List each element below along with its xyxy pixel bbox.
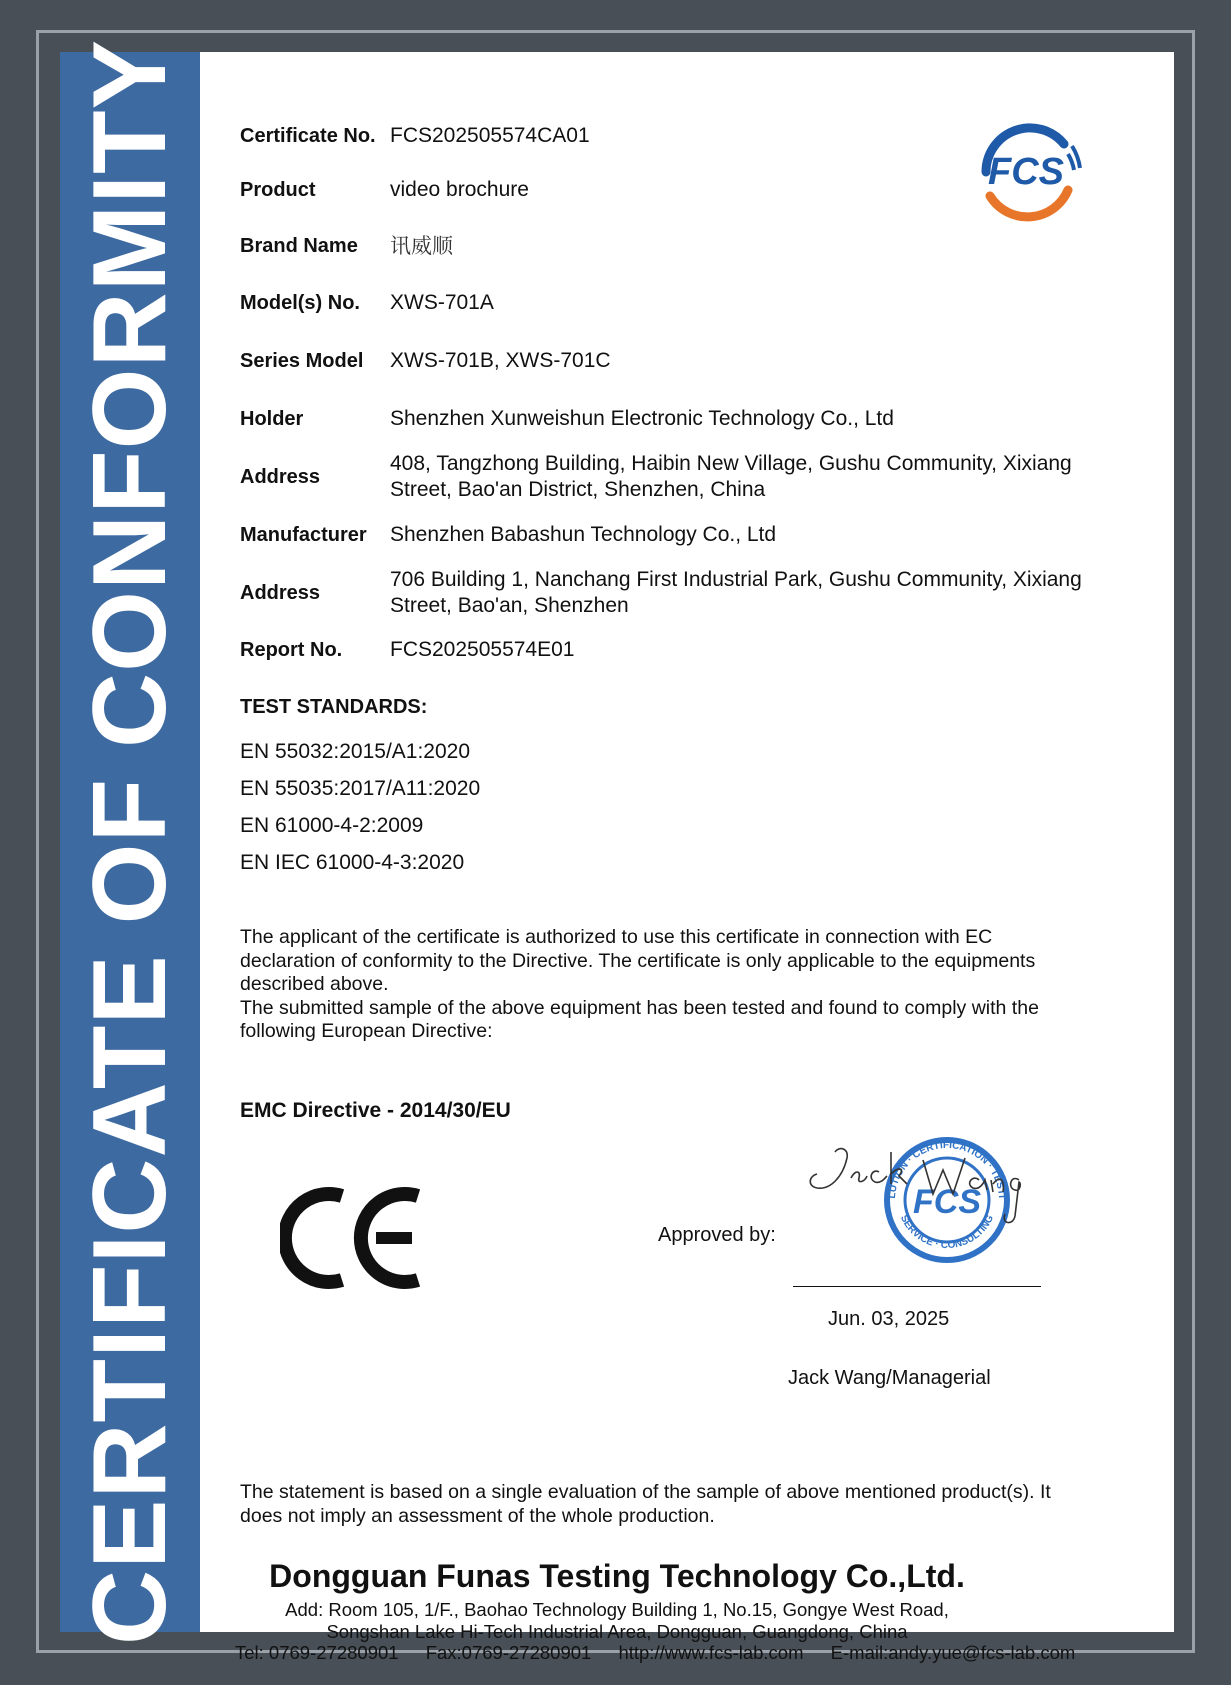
field-value: 讯威顺 — [390, 234, 453, 258]
field-value-multiline — [390, 451, 1072, 503]
statement-line: The statement is based on a single evaluation of the sample of above mentioned product(s). It — [240, 1481, 1051, 1503]
issuer-address-line: Songshan Lake Hi-Tech Industrial Area, Dongguan, Guangdong, China — [326, 1621, 908, 1642]
standard-item: EN IEC 61000-4-3:2020 — [240, 851, 465, 874]
certification-stamp-icon — [795, 1112, 1030, 1297]
field-value: XWS-701A — [390, 291, 494, 314]
issuer-fax: Fax:0769-27280901 — [425, 1642, 592, 1663]
address-line: 706 Building 1, Nanchang First Industrial Park, Gushu Community, Xixiang — [390, 568, 1082, 591]
standard-item: EN 55035:2017/A11:2020 — [240, 777, 481, 800]
side-title: CERTIFICATE OF CONFORMITY — [72, 38, 188, 1646]
test-standards-heading: TEST STANDARDS: — [240, 696, 428, 718]
statement-line: does not imply an assessment of the whole production. — [240, 1505, 715, 1527]
stamp-text-top: LUTION · CERTIFICATION · TESTI — [886, 1139, 1007, 1200]
issuer-website-link[interactable]: http://www.fcs-lab.com — [618, 1642, 804, 1663]
field-label: Product — [240, 178, 316, 201]
test-standards — [240, 696, 1120, 881]
field-value: FCS202505574CA01 — [390, 124, 590, 147]
issuer-company-name: Dongguan Funas Testing Technology Co.,Ltd. — [269, 1558, 965, 1594]
field-label: Model(s) No. — [240, 291, 360, 314]
side-band — [60, 38, 200, 1646]
paragraph-line: following European Directive: — [240, 1020, 493, 1042]
field-label: Certificate No. — [240, 124, 376, 147]
field-row-report-no — [240, 622, 1140, 678]
field-row-series-model — [240, 332, 1140, 390]
field-row-holder — [240, 390, 1140, 448]
field-value: video brochure — [390, 178, 529, 201]
statement-paragraph — [240, 1480, 1140, 1528]
stamp-center-text: FCS — [913, 1183, 981, 1221]
field-value-multiline — [390, 567, 1082, 619]
logo-text: FCS — [988, 151, 1064, 193]
issuer-address-line: Add: Room 105, 1/F., Baohao Technology Building 1, No.15, Gongye West Road, — [285, 1599, 949, 1620]
paragraph-line: The applicant of the certificate is authorized to use this certificate in connection with EC — [240, 926, 993, 948]
field-row-manufacturer — [240, 506, 1140, 564]
directive-label: EMC Directive - 2014/30/EU — [240, 1099, 511, 1122]
approver-name: Jack Wang/Managerial — [788, 1367, 991, 1389]
certificate-page — [60, 38, 1174, 1663]
field-label: Brand Name — [240, 234, 358, 257]
field-row-holder-address — [240, 448, 1140, 506]
standard-item: EN 61000-4-2:2009 — [240, 814, 424, 837]
field-label: Manufacturer — [240, 523, 367, 546]
field-label: Address — [240, 465, 321, 488]
authorization-paragraph — [240, 926, 1140, 1044]
address-line: Street, Bao'an District, Shenzhen, China — [390, 478, 766, 501]
address-line: Street, Bao'an, Shenzhen — [390, 594, 629, 617]
signature-line — [793, 1286, 1041, 1287]
paragraph-line: The submitted sample of the above equipment has been tested and found to comply with the — [240, 996, 1039, 1019]
issuer-tel: Tel: 0769-27280901 — [235, 1642, 399, 1663]
fcs-logo — [968, 110, 1092, 234]
signature-stamp — [795, 1112, 1030, 1297]
field-value: Shenzhen Xunweishun Electronic Technology Co., Ltd — [390, 407, 894, 430]
ce-mark-icon — [280, 1182, 430, 1292]
standard-item: EN 55032:2015/A1:2020 — [240, 740, 471, 763]
paragraph-line: described above. — [240, 973, 389, 995]
address-line: 408, Tangzhong Building, Haibin New Village, Gushu Community, Xixiang — [390, 452, 1072, 475]
field-row-manufacturer-address — [240, 564, 1140, 622]
field-label: Series Model — [240, 349, 364, 372]
paragraph-line: declaration of conformity to the Directive. The certificate is only applicable to the equipments — [240, 949, 1036, 972]
approved-by-label: Approved by: — [658, 1224, 776, 1246]
ce-mark — [280, 1182, 430, 1292]
field-label: Report No. — [240, 638, 343, 661]
fcs-logo-icon — [968, 110, 1092, 234]
field-value: FCS202505574E01 — [390, 638, 575, 661]
field-label: Address — [240, 581, 321, 604]
field-value: XWS-701B, XWS-701C — [390, 349, 611, 372]
issuer-contact-line — [235, 1642, 1097, 1664]
field-value: Shenzhen Babashun Technology Co., Ltd — [390, 523, 777, 546]
field-label: Holder — [240, 407, 304, 430]
issuer-email-link[interactable]: E-mail:andy.yue@fcs-lab.com — [830, 1642, 1076, 1663]
field-row-model-no — [240, 274, 1140, 332]
approval-date: Jun. 03, 2025 — [828, 1308, 950, 1330]
stamp-text-bottom: SERVICE · CONSULTING — [897, 1213, 997, 1252]
